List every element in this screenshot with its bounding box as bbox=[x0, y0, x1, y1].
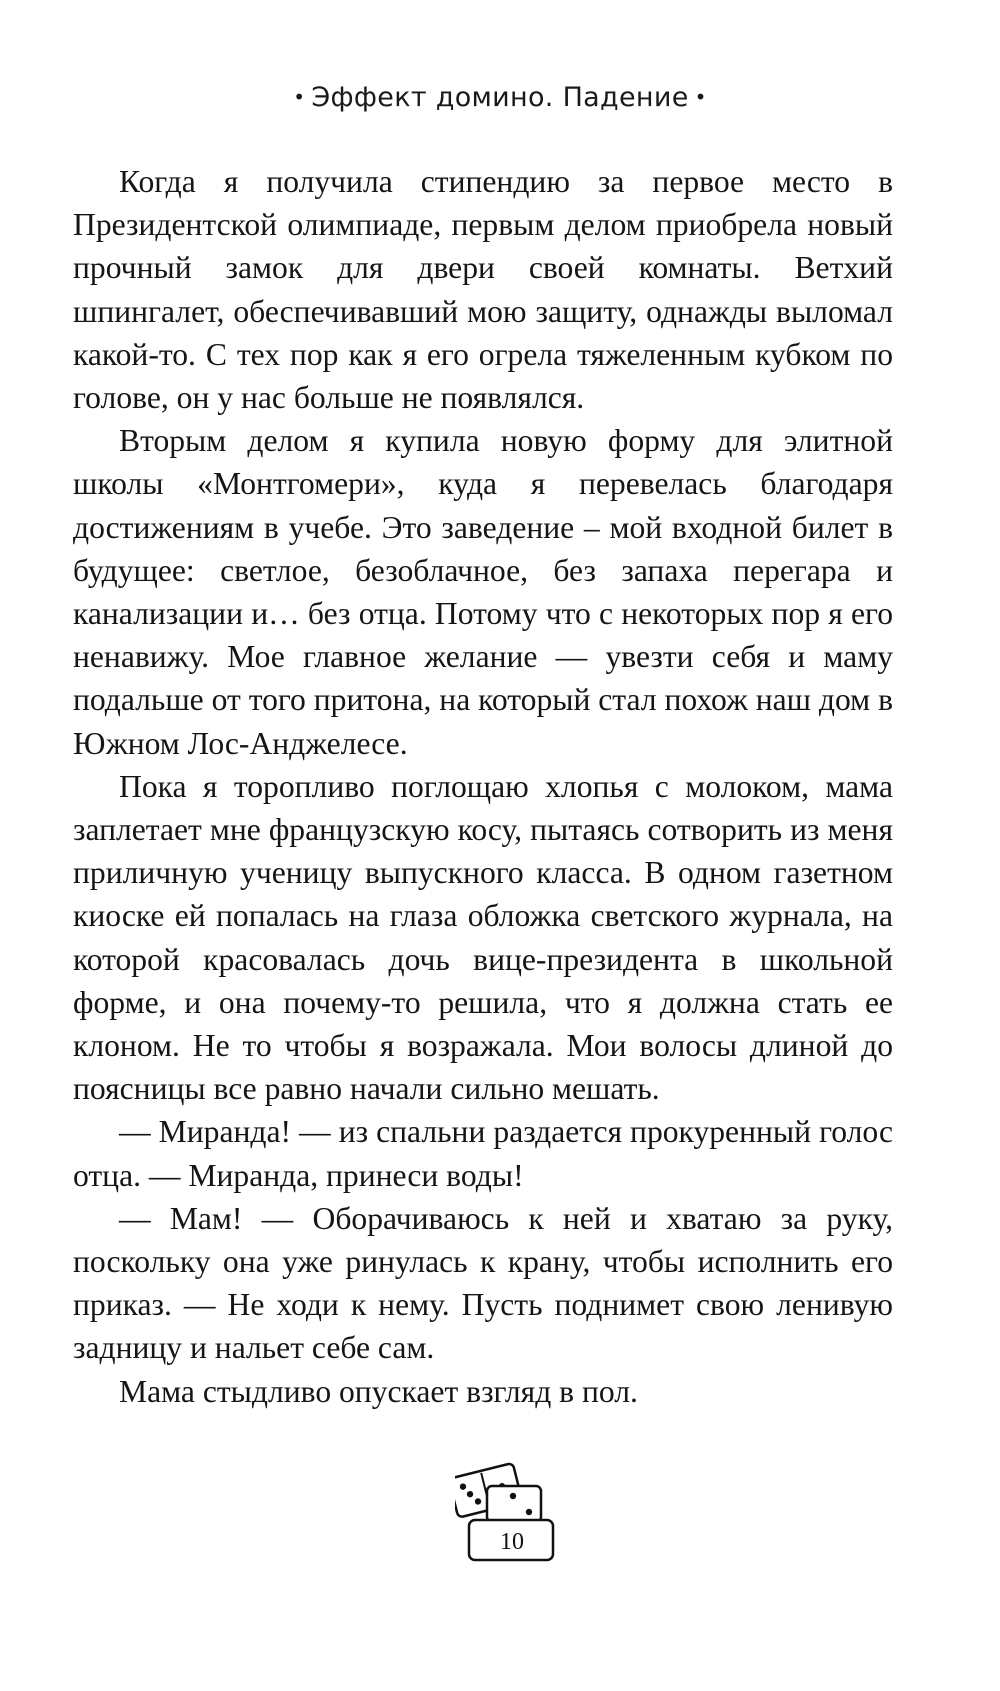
page-footer bbox=[0, 1462, 1000, 1572]
bullet-right: • bbox=[694, 84, 707, 109]
paragraph: — Миранда! — из спальни раздается прокуренный голос отца. — Миранда, принеси воды! bbox=[73, 1114, 893, 1193]
paragraph: Вторым делом я купила новую форму для элитной школы «Монтгомери», куда я перевелась благодаря достижениям в учебе. Это заведение – мой входной билет в будущее: светлое, безоблачное, без запаха перегара и канализации и… без отца. Потому что с некоторых пор я его ненавижу. Мое главное желание — увезти себя и маму подальше от того притона, на который стал похож наш дом в Южном Лос-Анджелесе. bbox=[73, 423, 893, 761]
bullet-left: • bbox=[293, 84, 306, 109]
body-text bbox=[73, 160, 893, 1413]
running-header bbox=[0, 82, 1000, 113]
paragraph: Пока я торопливо поглощаю хлопья с молоком, мама заплетает мне французскую косу, пытаясь сотворить из меня приличную ученицу выпускного класса. В одном газетном киоске ей попалась на глаза обложка светского журнала, на которой красовалась дочь вице-президента в школьной форме, и она почему-то решила, что я должна стать ее клоном. Не то чтобы я возражала. Мои волосы длиной до поясницы все равно начали сильно мешать. bbox=[73, 768, 893, 1107]
paragraph: Мама стыдливо опускает взгляд в пол. bbox=[119, 1373, 638, 1409]
paragraph: Когда я получила стипендию за первое место в Президентской олимпиаде, первым делом приобрела новый прочный замок для двери своей комнаты. Ветхий шпингалет, обеспечивавший мою защиту, однажды выломал какой-то. С тех пор как я его огрела тяжеленным кубком по голове, он у нас больше не появлялся. bbox=[73, 164, 893, 416]
page-number: 10 bbox=[500, 1529, 524, 1555]
paragraph: — Мам! — Оборачиваюсь к ней и хватаю за руку, поскольку она уже ринулась к крану, чтобы исполнить его приказ. — Не ходи к нему. Пусть поднимет свою ленивую задницу и нальет себе сам. bbox=[73, 1200, 893, 1366]
book-title: Эффект домино. Падение bbox=[311, 82, 689, 113]
